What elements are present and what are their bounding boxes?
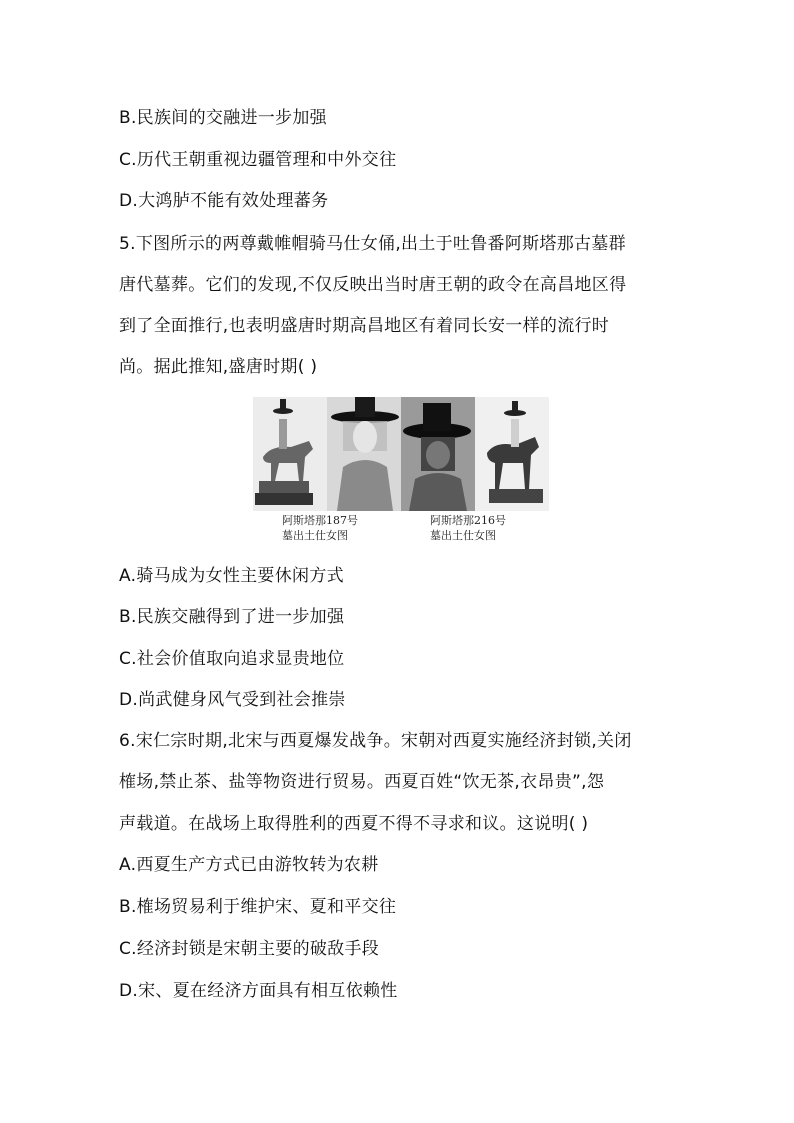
caption-left-line-2: 墓出土仕女图 <box>282 529 348 542</box>
q6-option-a: A.西夏生产方式已由游牧转为农耕 <box>119 855 379 875</box>
figurine-photo-1 <box>253 397 327 511</box>
q5-option-b: B.民族交融得到了进一步加强 <box>119 607 345 627</box>
tomb-figurine-photos <box>253 397 549 511</box>
q6-option-d: D.宋、夏在经济方面具有相互依赖性 <box>119 981 398 1001</box>
q5-option-c: C.社会价值取向追求显贵地位 <box>119 649 345 669</box>
caption-right-line-2: 墓出土仕女图 <box>430 529 496 542</box>
q5-stem-line-1: 5.下图所示的两尊戴帷帽骑马仕女俑,出土于吐鲁番阿斯塔那古墓群 <box>119 234 626 254</box>
q5-stem-line-4: 尚。据此推知,盛唐时期( ) <box>119 357 318 377</box>
option-b-prev: B.民族间的交融进一步加强 <box>119 108 327 128</box>
figurine-photo-4 <box>475 397 549 511</box>
q5-option-d: D.尚武健身风气受到社会推崇 <box>119 690 346 710</box>
figurine-photo-3 <box>401 397 475 511</box>
q6-stem-line-3: 声载道。在战场上取得胜利的西夏不得不寻求和议。这说明( ) <box>119 814 589 834</box>
q5-stem-line-3: 到了全面推行,也表明盛唐时期高昌地区有着同长安一样的流行时 <box>119 316 610 336</box>
figurine-photo-2 <box>327 397 401 511</box>
caption-right-line-1: 阿斯塔那216号 <box>430 514 506 527</box>
q5-stem-line-2: 唐代墓葬。它们的发现,不仅反映出当时唐王朝的政令在高昌地区得 <box>119 275 627 295</box>
q6-option-b: B.榷场贸易利于维护宋、夏和平交往 <box>119 897 397 917</box>
q6-stem-line-1: 6.宋仁宗时期,北宋与西夏爆发战争。宋朝对西夏实施经济封锁,关闭 <box>119 731 632 751</box>
q5-option-a: A.骑马成为女性主要休闲方式 <box>119 566 344 586</box>
q6-stem-line-2: 榷场,禁止茶、盐等物资进行贸易。西夏百姓“饮无茶,衣昂贵”,怨 <box>119 772 605 792</box>
caption-left-line-1: 阿斯塔那187号 <box>282 514 358 527</box>
q6-option-c: C.经济封锁是宋朝主要的破敌手段 <box>119 939 380 959</box>
option-d-prev: D.大鸿胪不能有效处理蕃务 <box>119 191 329 211</box>
option-c-prev: C.历代王朝重视边疆管理和中外交往 <box>119 150 397 170</box>
